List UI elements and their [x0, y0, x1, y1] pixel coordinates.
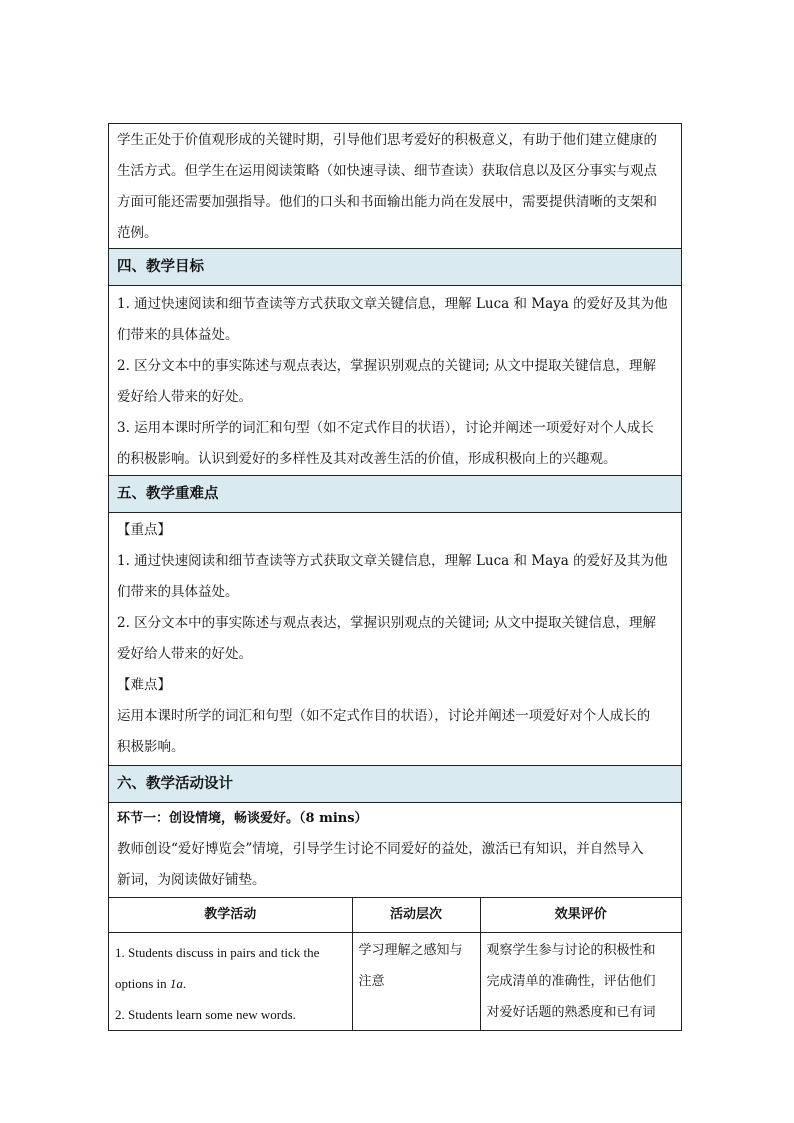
- step-title: 环节一：创设情境，畅谈爱好。（8 mins）: [117, 811, 368, 826]
- table-row: [109, 933, 681, 1031]
- step-description-line: 教师创设“爱好博览会”情境，引导学生讨论不同爱好的益处，激活已有知识，并自然导入: [117, 841, 644, 857]
- objective-line: 3. 运用本课时所学的词汇和句型（如不定式作目的状语），讨论并阐述一项爱好对个人成长: [117, 420, 654, 436]
- paragraph-line: 方面可能还需要加强指导。他们的口头和书面输出能力尚在发展中，需要提供清晰的支架和: [117, 194, 657, 210]
- evaluation-line: 完成清单的准确性，评估他们: [486, 974, 656, 989]
- level-cell: [352, 933, 480, 1031]
- key-point-line: 爱好给人带来的好处。: [117, 646, 252, 662]
- column-header: 教学活动: [109, 898, 352, 933]
- column-header: 活动层次: [352, 898, 480, 933]
- paragraph-line: 范例。: [117, 225, 158, 241]
- evaluation-cell: [480, 933, 681, 1031]
- activity-cell: [109, 933, 352, 1031]
- level-line: 注意: [358, 974, 385, 989]
- column-header: 效果评价: [480, 898, 681, 933]
- activity-line: 1. Students discuss in pairs and tick the: [115, 945, 320, 960]
- evaluation-line: 对爱好话题的熟悉度和已有词: [486, 1005, 656, 1020]
- objective-line: 的积极影响。认识到爱好的多样性及其对改善生活的价值，形成积极向上的兴趣观。: [117, 451, 617, 467]
- student-analysis-block: [109, 124, 681, 249]
- activity-line: [115, 968, 346, 999]
- step-one-block: [109, 803, 681, 898]
- objective-line: 1. 通过快速阅读和细节查读等方式获取文章关键信息，理解 Luca 和 Maya 的爱好及其为他: [117, 296, 668, 312]
- objective-line: 们带来的具体益处。: [117, 327, 239, 343]
- activity-table-header-row: [109, 898, 681, 933]
- activity-line: 2. Students learn some new words.: [115, 1007, 296, 1022]
- lesson-plan-table: [108, 123, 682, 1031]
- objective-line: 2. 区分文本中的事实陈述与观点表达，掌握识别观点的关键词; 从文中提取关键信息，理解: [117, 358, 657, 374]
- key-points-label: 【重点】: [117, 522, 171, 538]
- step-description-line: 新词，为阅读做好铺垫。: [117, 872, 266, 888]
- section-heading-objectives: 四、教学目标: [109, 249, 681, 286]
- activity-text: options in: [115, 976, 170, 991]
- objective-line: 爱好给人带来的好处。: [117, 389, 252, 405]
- objectives-block: [109, 286, 681, 476]
- difficult-point-line: 积极影响。: [117, 739, 185, 755]
- paragraph-line: 生活方式。但学生在运用阅读策略（如快速寻读、细节查读）获取信息以及区分事实与观点: [117, 163, 657, 179]
- key-point-line: 2. 区分文本中的事实陈述与观点表达，掌握识别观点的关键词; 从文中提取关键信息，理解: [117, 615, 657, 631]
- activity-text: .: [182, 976, 187, 991]
- key-points-block: [109, 513, 681, 766]
- activity-reference: 1a: [169, 976, 183, 991]
- difficult-points-label: 【难点】: [117, 677, 171, 693]
- section-heading-activity-design: 六、教学活动设计: [109, 766, 681, 803]
- paragraph-line: 学生正处于价值观形成的关键时期，引导他们思考爱好的积极意义，有助于他们建立健康的: [117, 132, 657, 148]
- level-line: 学习理解之感知与: [358, 943, 463, 958]
- difficult-point-line: 运用本课时所学的词汇和句型（如不定式作目的状语），讨论并阐述一项爱好对个人成长的: [117, 708, 651, 724]
- evaluation-line: 观察学生参与讨论的积极性和: [486, 943, 656, 958]
- activity-table: [109, 898, 681, 1030]
- key-point-line: 们带来的具体益处。: [117, 584, 239, 600]
- key-point-line: 1. 通过快速阅读和细节查读等方式获取文章关键信息，理解 Luca 和 Maya 的爱好及其为他: [117, 553, 668, 569]
- section-heading-key-points: 五、教学重难点: [109, 476, 681, 513]
